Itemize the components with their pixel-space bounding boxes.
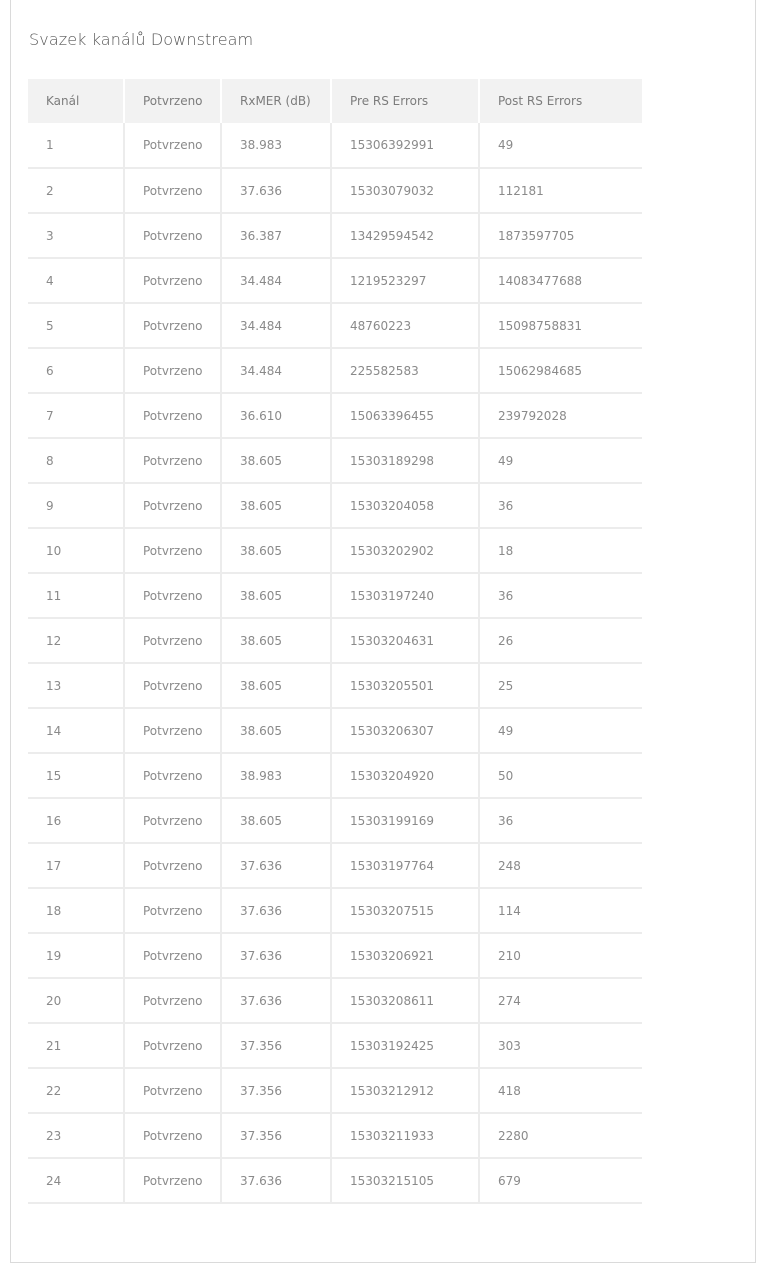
table-row (28, 303, 642, 348)
table-row (28, 663, 642, 708)
cell-pre-rs-errors: 15303197764 (331, 843, 479, 888)
cell-status: Potvrzeno (124, 393, 221, 438)
cell-post-rs-errors: 2280 (479, 1113, 642, 1158)
cell-status: Potvrzeno (124, 663, 221, 708)
table-row (28, 843, 642, 888)
cell-pre-rs-errors: 15303212912 (331, 1068, 479, 1113)
cell-post-rs-errors: 26 (479, 618, 642, 663)
cell-channel: 8 (28, 438, 124, 483)
cell-rxmer: 37.636 (221, 1158, 331, 1203)
table-row (28, 528, 642, 573)
table-row (28, 708, 642, 753)
cell-pre-rs-errors: 15303208611 (331, 978, 479, 1023)
cell-channel: 1 (28, 123, 124, 168)
table-row (28, 393, 642, 438)
cell-rxmer: 38.605 (221, 618, 331, 663)
cell-pre-rs-errors: 15303204631 (331, 618, 479, 663)
cell-status: Potvrzeno (124, 168, 221, 213)
cell-channel: 13 (28, 663, 124, 708)
cell-status: Potvrzeno (124, 303, 221, 348)
cell-rxmer: 37.636 (221, 933, 331, 978)
section-title: Svazek kanálů Downstream (29, 30, 254, 49)
cell-post-rs-errors: 50 (479, 753, 642, 798)
downstream-panel (10, 0, 756, 1263)
cell-rxmer: 38.983 (221, 753, 331, 798)
cell-channel: 18 (28, 888, 124, 933)
table-row (28, 978, 642, 1023)
cell-rxmer: 36.387 (221, 213, 331, 258)
cell-pre-rs-errors: 15303205501 (331, 663, 479, 708)
column-header-post-rs-errors: Post RS Errors (479, 79, 642, 123)
cell-channel: 11 (28, 573, 124, 618)
cell-pre-rs-errors: 15303079032 (331, 168, 479, 213)
cell-rxmer: 38.605 (221, 528, 331, 573)
cell-pre-rs-errors: 15303204058 (331, 483, 479, 528)
table-body (28, 123, 642, 1203)
cell-pre-rs-errors: 15306392991 (331, 123, 479, 168)
cell-rxmer: 38.605 (221, 573, 331, 618)
cell-channel: 19 (28, 933, 124, 978)
cell-channel: 23 (28, 1113, 124, 1158)
cell-channel: 2 (28, 168, 124, 213)
cell-channel: 6 (28, 348, 124, 393)
cell-post-rs-errors: 36 (479, 798, 642, 843)
cell-rxmer: 37.636 (221, 843, 331, 888)
cell-channel: 12 (28, 618, 124, 663)
cell-pre-rs-errors: 15303206921 (331, 933, 479, 978)
cell-channel: 14 (28, 708, 124, 753)
cell-status: Potvrzeno (124, 258, 221, 303)
cell-post-rs-errors: 18 (479, 528, 642, 573)
table-row (28, 168, 642, 213)
cell-channel: 17 (28, 843, 124, 888)
cell-rxmer: 38.605 (221, 708, 331, 753)
cell-post-rs-errors: 303 (479, 1023, 642, 1068)
cell-channel: 22 (28, 1068, 124, 1113)
cell-channel: 5 (28, 303, 124, 348)
cell-rxmer: 38.605 (221, 798, 331, 843)
cell-status: Potvrzeno (124, 978, 221, 1023)
cell-status: Potvrzeno (124, 708, 221, 753)
cell-post-rs-errors: 112181 (479, 168, 642, 213)
cell-post-rs-errors: 15098758831 (479, 303, 642, 348)
cell-status: Potvrzeno (124, 798, 221, 843)
table-row (28, 798, 642, 843)
cell-rxmer: 37.636 (221, 978, 331, 1023)
cell-post-rs-errors: 15062984685 (479, 348, 642, 393)
cell-post-rs-errors: 418 (479, 1068, 642, 1113)
cell-post-rs-errors: 36 (479, 483, 642, 528)
cell-post-rs-errors: 274 (479, 978, 642, 1023)
cell-status: Potvrzeno (124, 483, 221, 528)
table-row (28, 888, 642, 933)
cell-post-rs-errors: 14083477688 (479, 258, 642, 303)
column-header-pre-rs-errors: Pre RS Errors (331, 79, 479, 123)
cell-rxmer: 34.484 (221, 348, 331, 393)
cell-post-rs-errors: 49 (479, 438, 642, 483)
cell-rxmer: 37.356 (221, 1068, 331, 1113)
table-row (28, 573, 642, 618)
cell-status: Potvrzeno (124, 573, 221, 618)
table-row (28, 258, 642, 303)
cell-status: Potvrzeno (124, 1023, 221, 1068)
cell-rxmer: 37.636 (221, 888, 331, 933)
cell-post-rs-errors: 49 (479, 708, 642, 753)
cell-rxmer: 37.356 (221, 1023, 331, 1068)
table-row (28, 1113, 642, 1158)
cell-pre-rs-errors: 15303206307 (331, 708, 479, 753)
cell-pre-rs-errors: 48760223 (331, 303, 479, 348)
table-row (28, 1068, 642, 1113)
cell-pre-rs-errors: 15303189298 (331, 438, 479, 483)
cell-channel: 15 (28, 753, 124, 798)
cell-pre-rs-errors: 15303211933 (331, 1113, 479, 1158)
cell-rxmer: 38.605 (221, 483, 331, 528)
cell-post-rs-errors: 210 (479, 933, 642, 978)
cell-channel: 21 (28, 1023, 124, 1068)
cell-pre-rs-errors: 15303199169 (331, 798, 479, 843)
cell-pre-rs-errors: 13429594542 (331, 213, 479, 258)
cell-pre-rs-errors: 1219523297 (331, 258, 479, 303)
table-row (28, 213, 642, 258)
cell-pre-rs-errors: 15303202902 (331, 528, 479, 573)
cell-channel: 16 (28, 798, 124, 843)
cell-status: Potvrzeno (124, 123, 221, 168)
column-header-status: Potvrzeno (124, 79, 221, 123)
column-header-rxmer: RxMER (dB) (221, 79, 331, 123)
cell-status: Potvrzeno (124, 213, 221, 258)
cell-pre-rs-errors: 15303215105 (331, 1158, 479, 1203)
cell-pre-rs-errors: 225582583 (331, 348, 479, 393)
cell-channel: 10 (28, 528, 124, 573)
cell-status: Potvrzeno (124, 438, 221, 483)
cell-channel: 24 (28, 1158, 124, 1203)
cell-rxmer: 34.484 (221, 258, 331, 303)
cell-channel: 20 (28, 978, 124, 1023)
cell-channel: 4 (28, 258, 124, 303)
cell-post-rs-errors: 49 (479, 123, 642, 168)
cell-rxmer: 37.356 (221, 1113, 331, 1158)
cell-post-rs-errors: 248 (479, 843, 642, 888)
cell-post-rs-errors: 679 (479, 1158, 642, 1203)
cell-pre-rs-errors: 15063396455 (331, 393, 479, 438)
cell-status: Potvrzeno (124, 348, 221, 393)
cell-rxmer: 38.605 (221, 663, 331, 708)
cell-pre-rs-errors: 15303192425 (331, 1023, 479, 1068)
cell-status: Potvrzeno (124, 753, 221, 798)
table-row (28, 933, 642, 978)
cell-status: Potvrzeno (124, 843, 221, 888)
cell-status: Potvrzeno (124, 1068, 221, 1113)
downstream-channel-table (28, 79, 642, 1204)
cell-rxmer: 38.605 (221, 438, 331, 483)
cell-post-rs-errors: 239792028 (479, 393, 642, 438)
cell-channel: 7 (28, 393, 124, 438)
cell-status: Potvrzeno (124, 618, 221, 663)
cell-channel: 9 (28, 483, 124, 528)
cell-status: Potvrzeno (124, 933, 221, 978)
table-row (28, 123, 642, 168)
table-row (28, 753, 642, 798)
cell-status: Potvrzeno (124, 1158, 221, 1203)
cell-pre-rs-errors: 15303207515 (331, 888, 479, 933)
table-row (28, 1023, 642, 1068)
column-header-channel: Kanál (28, 79, 124, 123)
cell-post-rs-errors: 1873597705 (479, 213, 642, 258)
cell-status: Potvrzeno (124, 528, 221, 573)
cell-status: Potvrzeno (124, 888, 221, 933)
cell-rxmer: 38.983 (221, 123, 331, 168)
table-row (28, 483, 642, 528)
table-row (28, 438, 642, 483)
table-row (28, 618, 642, 663)
cell-pre-rs-errors: 15303204920 (331, 753, 479, 798)
cell-post-rs-errors: 114 (479, 888, 642, 933)
table-header-row (28, 79, 642, 123)
table-row (28, 1158, 642, 1203)
cell-post-rs-errors: 36 (479, 573, 642, 618)
table-row (28, 348, 642, 393)
cell-rxmer: 36.610 (221, 393, 331, 438)
cell-channel: 3 (28, 213, 124, 258)
cell-status: Potvrzeno (124, 1113, 221, 1158)
cell-post-rs-errors: 25 (479, 663, 642, 708)
cell-rxmer: 34.484 (221, 303, 331, 348)
cell-rxmer: 37.636 (221, 168, 331, 213)
cell-pre-rs-errors: 15303197240 (331, 573, 479, 618)
